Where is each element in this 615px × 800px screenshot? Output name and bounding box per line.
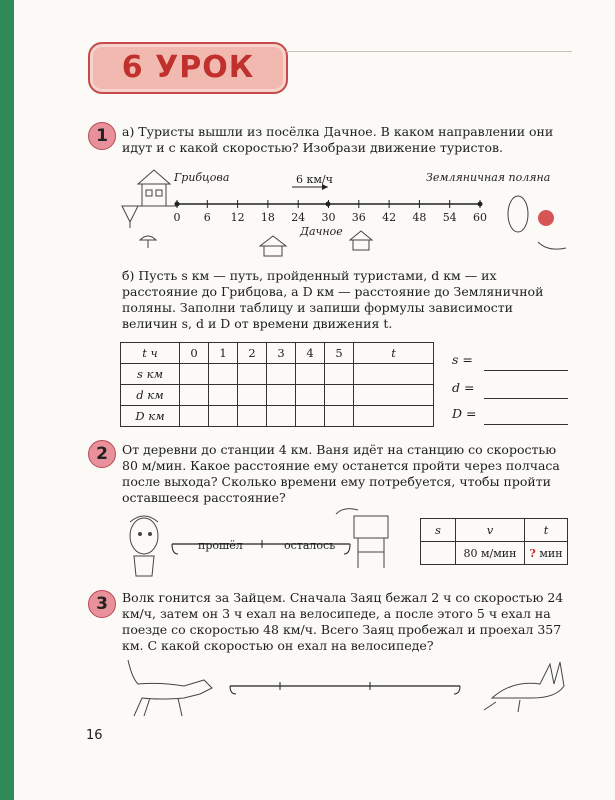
tick-label: 42: [382, 211, 397, 224]
house-icon: [126, 170, 178, 206]
table-cell: 3: [267, 343, 296, 364]
seg-passed: прошёл: [198, 539, 243, 552]
answer-line: [484, 424, 568, 425]
place-dachnoe: Дачное: [300, 225, 343, 238]
table-cell: s: [421, 519, 456, 542]
table-cell: D км: [121, 406, 180, 427]
table-cell: d км: [121, 385, 180, 406]
train-icon: [336, 509, 388, 568]
formula-d: d =: [452, 380, 475, 395]
table-cell: 0: [180, 343, 209, 364]
table-cell: t: [354, 343, 434, 364]
mushroom-icon: [140, 236, 156, 248]
table-cell: t: [525, 519, 568, 542]
header-rule: [286, 51, 572, 52]
table-cell: v: [456, 519, 525, 542]
tick-label: 0: [173, 211, 181, 224]
task1-text-b: б) Пусть s км — путь, пройденный туристами, d км — их расстояние до Грибцова, а D км — расстояние до Земляничной поляны. Заполни таблицу и запиши формулы зависимости величин s, d и D от времени движения t.: [122, 268, 544, 331]
lesson-title: 6 УРОК: [121, 50, 255, 85]
table-row: [121, 343, 434, 364]
tick-label: 24: [291, 211, 306, 224]
tick-label: 30: [321, 211, 336, 224]
task2-figure: [122, 506, 412, 586]
task1-text-a: а) Туристы вышли из посёлка Дачное. В каком направлении они идут и с какой скоростью? Изобрази движение туристов.: [122, 124, 554, 155]
place-gribtsova: Грибцова: [174, 171, 230, 184]
answer-line: [484, 398, 568, 399]
task-number-3: 3: [88, 590, 116, 618]
task1-table: [120, 342, 434, 427]
task2-table: [420, 518, 568, 565]
table-row: [421, 542, 568, 565]
table-cell: 4: [296, 343, 325, 364]
tree-icon: [122, 206, 138, 228]
tick-label: 18: [260, 211, 275, 224]
table-cell: 80 м/мин: [456, 542, 525, 565]
task3-figure: [120, 654, 570, 724]
boy-icon: [130, 516, 158, 576]
strawberry-icon: [508, 196, 566, 249]
lesson-banner: [88, 42, 288, 94]
task2-text: От деревни до станции 4 км. Ваня идёт на станцию со скоростью 80 м/мин. Какое расстояние ему останется пройти через полчаса после выхода? Сколько времени ему потребуется, чтобы пройти оставшееся расстояние?: [122, 442, 560, 505]
tick-label: 48: [412, 211, 427, 224]
answer-line: [484, 370, 568, 371]
seg-left: осталось: [284, 539, 336, 552]
question-mark: ?: [529, 546, 536, 560]
time-unit: мин: [539, 546, 563, 560]
speed-label: 6 км/ч: [296, 173, 333, 186]
table-row: [121, 406, 434, 427]
formula-D: D =: [452, 406, 477, 421]
table-cell: 1: [209, 343, 238, 364]
table-cell: 2: [238, 343, 267, 364]
table-row: [121, 364, 434, 385]
table-row: [421, 519, 568, 542]
tick-label: 54: [442, 211, 457, 224]
place-zemlyanichnaya: Земляничная поляна: [426, 171, 551, 184]
table-cell: 5: [325, 343, 354, 364]
task-number-2: 2: [88, 440, 116, 468]
wolf-icon: [128, 660, 212, 716]
hare-icon: [484, 662, 564, 712]
page-number: 16: [86, 728, 103, 743]
table-cell: t ч: [121, 343, 180, 364]
table-cell: s км: [121, 364, 180, 385]
tick-label: 36: [351, 211, 366, 224]
tick-label: 12: [230, 211, 245, 224]
tick-label: 6: [203, 211, 211, 224]
green-edge: [0, 0, 14, 800]
table-row: [121, 385, 434, 406]
task-number-1: 1: [88, 122, 116, 150]
formula-s: s =: [452, 352, 473, 367]
tick-label: 60: [473, 211, 487, 224]
table-cell: [525, 542, 568, 565]
task3-text: Волк гонится за Зайцем. Сначала Заяц бежал 2 ч со скоростью 24 км/ч, затем он 3 ч ехал на велосипеде, а после этого 5 ч ехал на поезде со скоростью 48 км/ч. Всего Заяц пробежал и проехал 357 км. С какой скоростью он ехал на велосипеде?: [122, 590, 564, 653]
